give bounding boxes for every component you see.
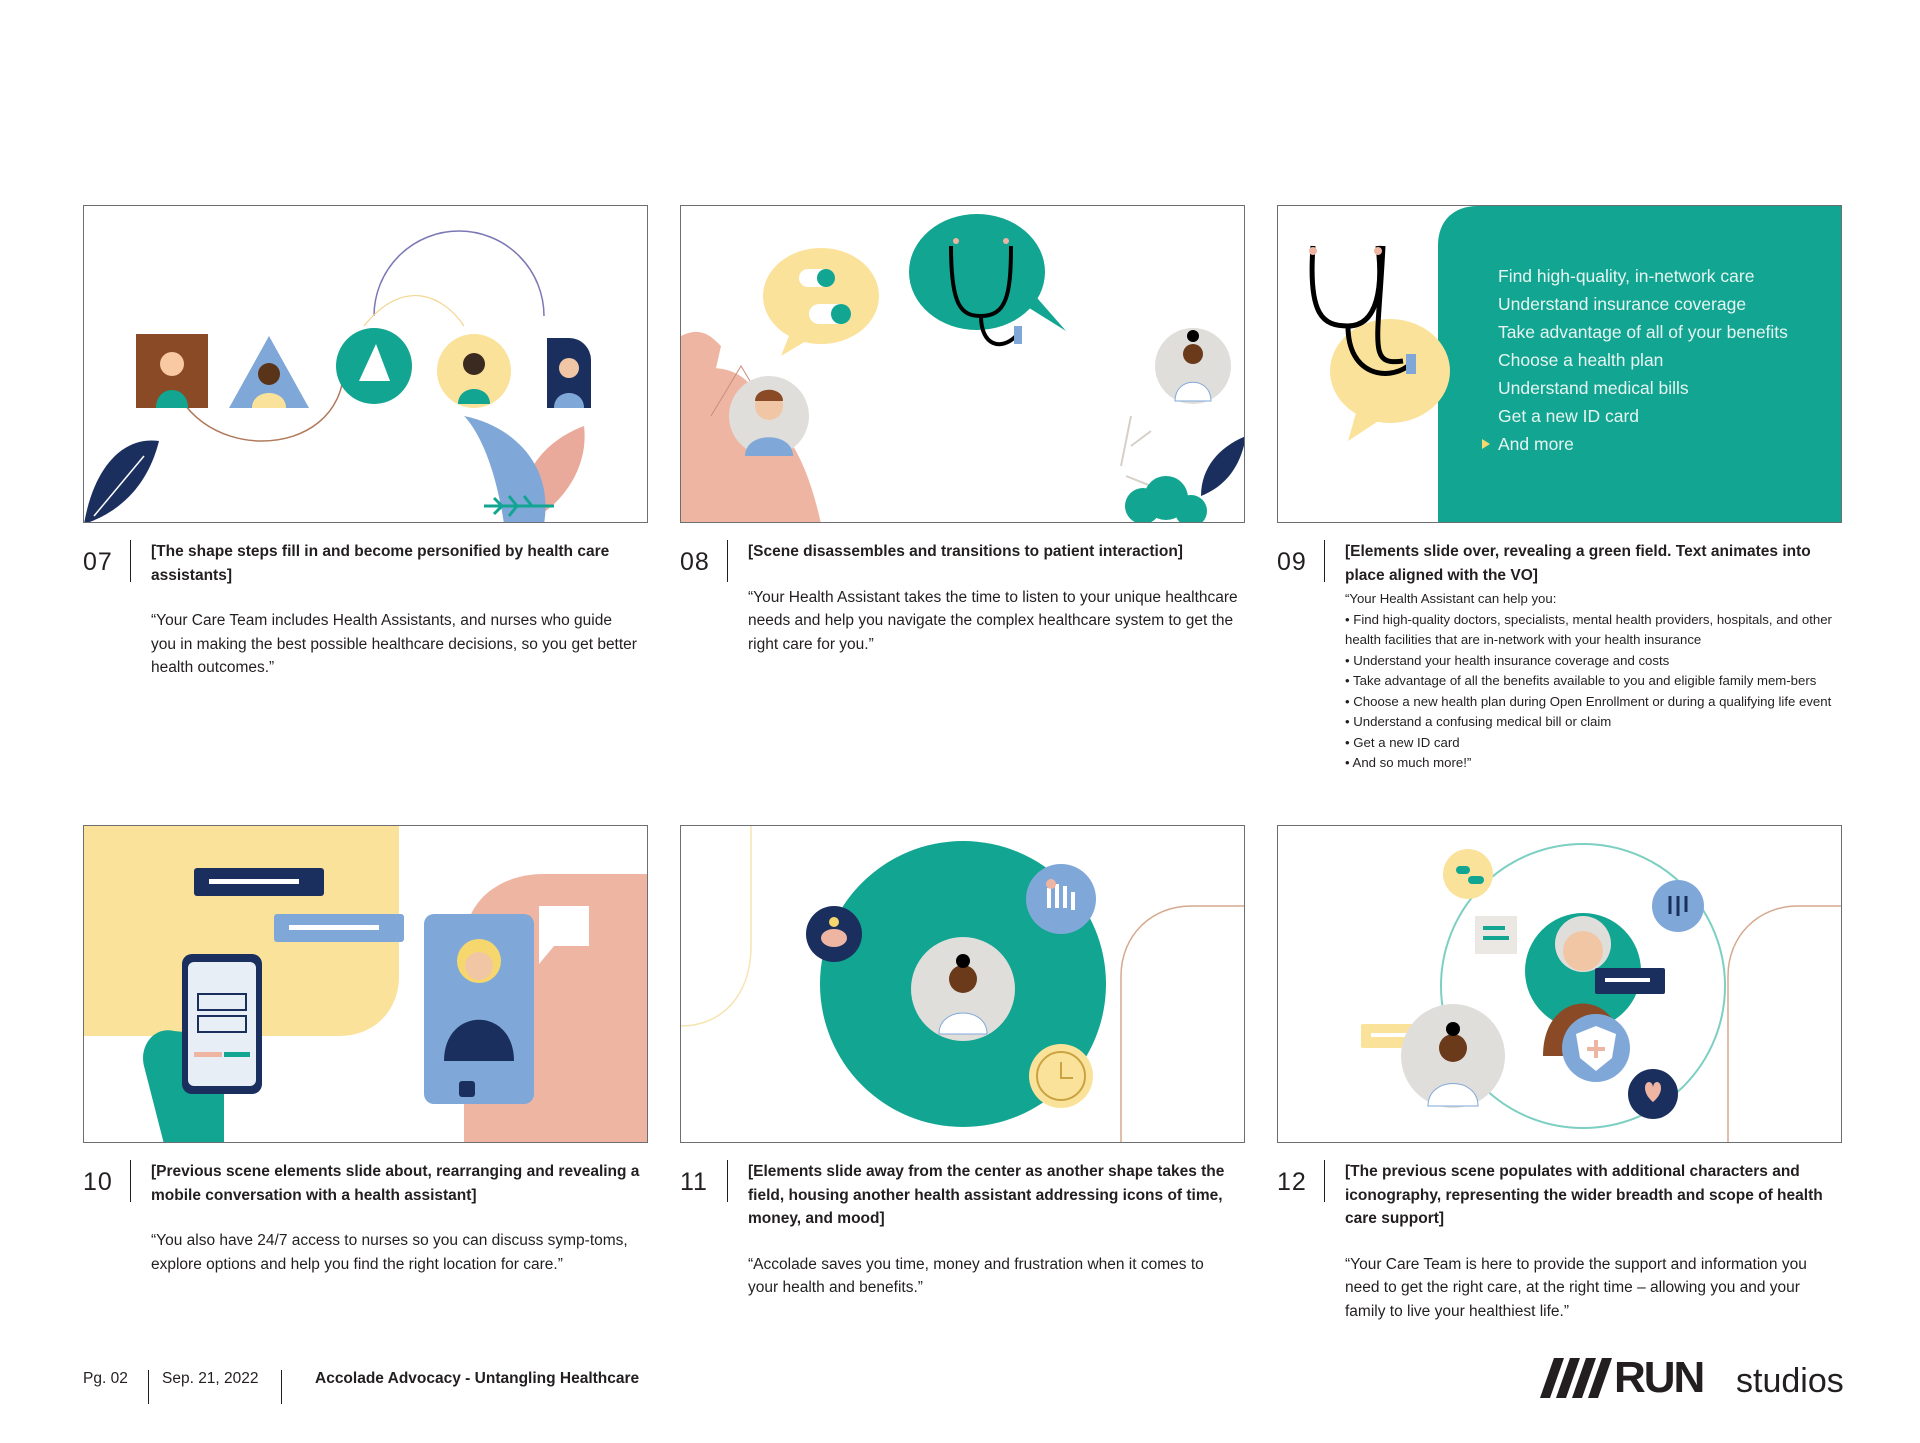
scene-number: 11 (680, 1168, 708, 1196)
voiceover-text: “Your Health Assistant takes the time to listen to your unique healthcare needs and help you navigate the complex healthcare system to get the right care for you.” (748, 588, 1238, 653)
page-number: Pg. 02 (83, 1370, 128, 1387)
scene-07-illustration (84, 206, 648, 523)
voiceover-text: “You also have 24/7 access to nurses so you can discuss symp-toms, explore options and help you find the right location for care.” (151, 1232, 628, 1273)
voiceover-text: “Your Care Team is here to provide the support and information you need to get the right care, at the right time – allowing you and your family to live your healthiest life.” (1345, 1255, 1807, 1320)
divider (1324, 540, 1325, 582)
scene-12-frame (1277, 825, 1842, 1143)
scene-08-illustration (681, 206, 1245, 523)
scene-number: 07 (83, 548, 113, 576)
run-studios-logo (1540, 1352, 1860, 1402)
voiceover-intro: “Your Health Assistant can help you: (1345, 591, 1557, 606)
scene-number: 10 (83, 1168, 113, 1196)
voiceover-text: “Your Care Team includes Health Assistants, and nurses who guide you in making the best possible healthcare decisions, so you get better health outcomes.” (151, 612, 637, 676)
divider (1324, 1160, 1325, 1202)
benefit-item: Get a new ID card (1498, 406, 1640, 426)
voiceover-bullet: • And so much more!” (1345, 755, 1472, 770)
divider (281, 1370, 282, 1404)
scene-08-frame (680, 205, 1245, 523)
voiceover-bullet: • Understand a confusing medical bill or claim (1345, 714, 1612, 729)
logo-word: studios (1736, 1362, 1844, 1400)
benefit-item: Understand medical bills (1498, 378, 1689, 398)
scene-12-illustration (1278, 826, 1842, 1143)
scene-11-illustration (681, 826, 1245, 1143)
divider (130, 1160, 131, 1202)
scene-number: 09 (1277, 548, 1307, 576)
scene-number: 12 (1277, 1168, 1307, 1196)
logo-mark: RUN (1614, 1353, 1704, 1402)
voiceover-bullet: • Get a new ID card (1345, 734, 1460, 750)
scene-direction: [Elements slide over, revealing a green field. Text animates into place aligned with the VO] (1345, 543, 1811, 584)
voiceover-bullet: • Understand your health insurance coverage and costs (1345, 652, 1670, 668)
voiceover-bullet: • Find high-quality doctors, specialists, mental health providers, hospitals, and other health facilities that are in-network with your health insurance (1345, 611, 1832, 647)
scene-direction: [Previous scene elements slide about, rearranging and revealing a mobile conversation with a health assistant] (151, 1163, 640, 1204)
scene-09-frame (1277, 205, 1842, 523)
divider (130, 540, 131, 582)
benefit-item: Take advantage of all of your benefits (1498, 322, 1788, 342)
benefit-item: Choose a health plan (1498, 350, 1664, 370)
scene-07-frame (83, 205, 648, 523)
scene-direction: [Scene disassembles and transitions to patient interaction] (748, 543, 1183, 560)
scene-direction: [The previous scene populates with additional characters and iconography, representing the wider breadth and scope of health care support] (1345, 1163, 1823, 1227)
project-title: Accolade Advocacy - Untangling Healthcare (315, 1370, 640, 1387)
benefit-item: Find high-quality, in-network care (1498, 266, 1755, 286)
scene-10-frame (83, 825, 648, 1143)
divider (727, 540, 728, 582)
benefit-item-more: And more (1498, 430, 1788, 458)
scene-number: 08 (680, 548, 710, 576)
scene-direction: [Elements slide away from the center as another shape takes the field, housing another health assistant addressing icons of time, money, and mood] (748, 1163, 1225, 1227)
scene-direction: [The shape steps fill in and become personified by health care assistants] (151, 543, 610, 584)
divider (148, 1370, 149, 1404)
voiceover-bullet: • Take advantage of all the benefits available to you and eligible family mem-bers (1345, 673, 1817, 688)
voiceover-text: “Accolade saves you time, money and frustration when it comes to your health and benefits.” (748, 1255, 1204, 1296)
scene-10-illustration (84, 826, 648, 1143)
document-date: Sep. 21, 2022 (162, 1370, 259, 1387)
benefit-item: Understand insurance coverage (1498, 294, 1747, 314)
voiceover-text (1345, 589, 1845, 774)
divider (727, 1160, 728, 1202)
voiceover-bullet: • Choose a new health plan during Open Enrollment or during a qualifying life event (1345, 693, 1832, 709)
benefits-list (1498, 262, 1788, 458)
slash-stripes-icon (1540, 1358, 1612, 1398)
scene-11-frame (680, 825, 1245, 1143)
